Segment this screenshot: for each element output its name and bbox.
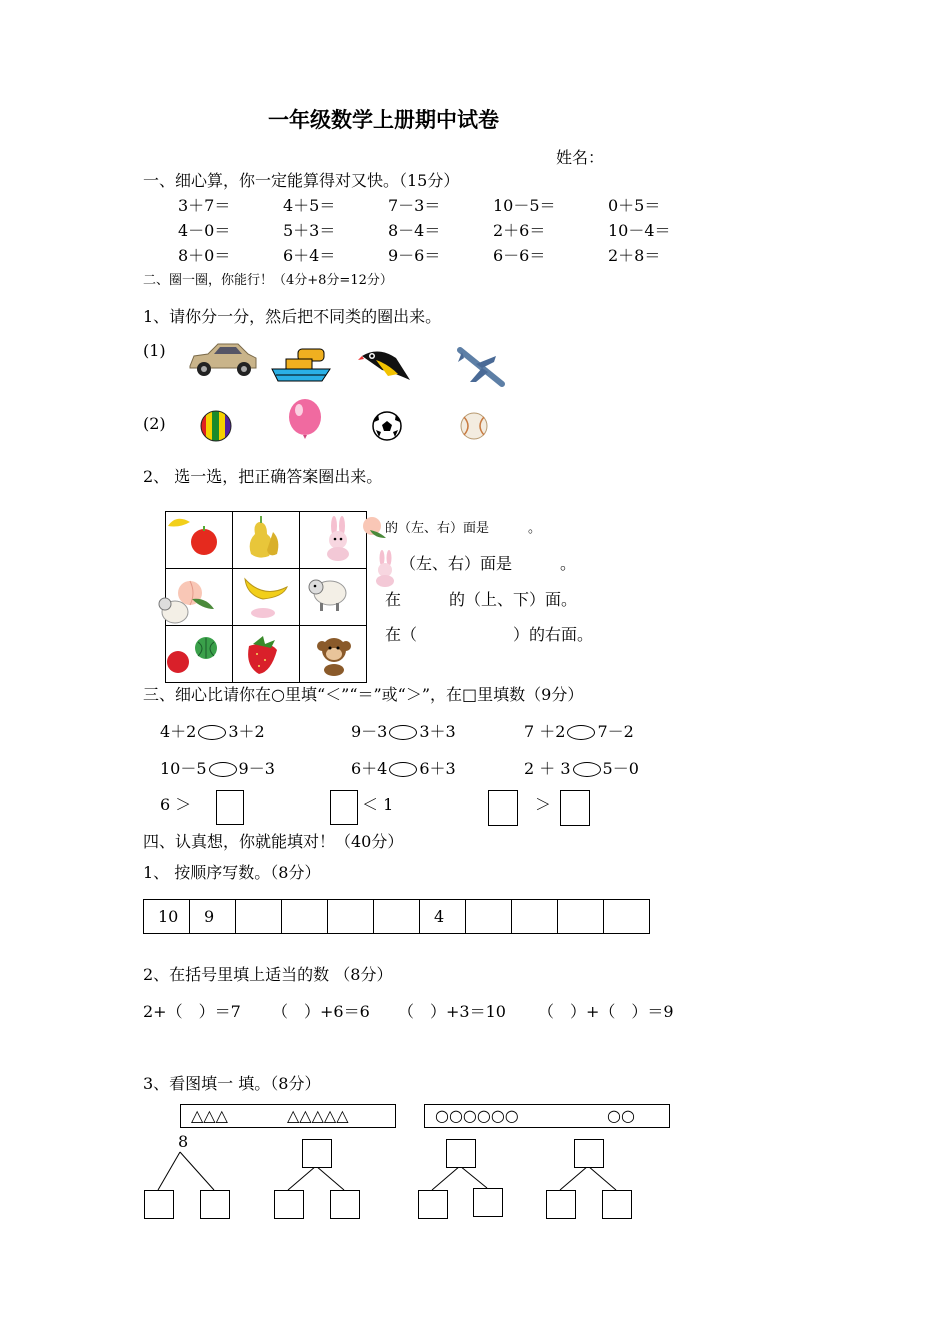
- choice-line-3: 在 的（上、下）面。: [385, 590, 578, 609]
- tree-top-box[interactable]: [302, 1139, 332, 1168]
- tree-branch-box[interactable]: [144, 1190, 174, 1219]
- compare-left: 10－5: [160, 759, 207, 778]
- name-label: 姓名：: [556, 148, 605, 167]
- tree-branch-box[interactable]: [602, 1190, 632, 1219]
- arith-item: 7－3＝: [388, 196, 441, 215]
- compare-right: 3＋3: [419, 722, 456, 741]
- arith-item: 9－6＝: [388, 246, 441, 265]
- arith-item: 5＋3＝: [283, 221, 336, 240]
- fill-item: （ ）+（ ）＝9: [538, 1002, 674, 1021]
- compare-right: 5－0: [602, 759, 639, 778]
- fill-item: 2+（ ）＝7: [143, 1002, 241, 1021]
- tree-branch-box[interactable]: [546, 1190, 576, 1219]
- compare-right: 3＋2: [228, 722, 265, 741]
- page-title: 一年级数学上册期中试卷: [268, 107, 499, 132]
- arith-item: 8＋0＝: [178, 246, 231, 265]
- tree-top-number: 8: [178, 1132, 189, 1151]
- compare-left: 7 ＋2: [524, 722, 566, 741]
- circles-left: ○○○○○○: [435, 1106, 519, 1125]
- tree-branch-box[interactable]: [200, 1190, 230, 1219]
- inequality-text: 6 ＞: [160, 795, 192, 814]
- arith-item: 10－4＝: [608, 221, 671, 240]
- choice-line-2: （左、右）面是 。: [400, 554, 577, 573]
- fill-item: （ ）+6＝6: [272, 1002, 370, 1021]
- section-1-heading: 一、细心算，你一定能算得对又快。（15分）: [143, 171, 460, 190]
- question-4-1: 1、 按顺序写数。（8分）: [143, 863, 321, 882]
- compare-right: 6＋3: [419, 759, 456, 778]
- sequence-cell[interactable]: 4: [420, 900, 466, 934]
- section-4-heading: 四、认真想，你就能填对！（40分）: [143, 832, 404, 851]
- arith-item: 6－6＝: [493, 246, 546, 265]
- question-4-3: 3、看图填一 填。（8分）: [143, 1074, 321, 1093]
- section-2-heading: 二、圈一圈，你能行！（4分+8分=12分）: [143, 273, 393, 288]
- arith-item: 4－0＝: [178, 221, 231, 240]
- sequence-cell[interactable]: 9: [190, 900, 236, 934]
- arith-item: 2＋8＝: [608, 246, 661, 265]
- arith-item: 4＋5＝: [283, 196, 336, 215]
- tree-branch-box[interactable]: [330, 1190, 360, 1219]
- arith-item: 8－4＝: [388, 221, 441, 240]
- triangles-left: △△△: [191, 1106, 228, 1125]
- row-2-label: (2): [143, 414, 166, 433]
- arith-item: 10－5＝: [493, 196, 556, 215]
- choice-line-4: 在（ ）的右面。: [385, 625, 594, 644]
- arith-item: 3＋7＝: [178, 196, 231, 215]
- compare-left: 6＋4: [351, 759, 388, 778]
- compare-left: 2 ＋ 3: [524, 759, 571, 778]
- question-4-2: 2、在括号里填上适当的数 （8分）: [143, 965, 393, 984]
- arith-item: 6＋4＝: [283, 246, 336, 265]
- inequality-text: ＜ 1: [362, 795, 394, 814]
- inequality-text: ＞: [535, 795, 552, 814]
- tree-top-box[interactable]: [446, 1139, 476, 1168]
- question-2-1: 1、请你分一分，然后把不同类的圈出来。: [143, 307, 442, 326]
- triangles-right: △△△△△: [287, 1106, 349, 1125]
- sequence-cell[interactable]: 10: [144, 900, 190, 934]
- tree-top-box[interactable]: [574, 1139, 604, 1168]
- choice-line-1: 的（左、右）面是 。: [385, 521, 542, 536]
- compare-left: 4＋2: [160, 722, 197, 741]
- question-2-2: 2、 选一选，把正确答案圈出来。: [143, 467, 383, 486]
- fill-item: （ ）+3＝10: [398, 1002, 506, 1021]
- tree-branch-box[interactable]: [473, 1188, 503, 1217]
- row-1-label: (1): [143, 341, 166, 360]
- tree-branch-box[interactable]: [418, 1190, 448, 1219]
- arith-item: 0＋5＝: [608, 196, 661, 215]
- arith-item: 2＋6＝: [493, 221, 546, 240]
- compare-right: 9－3: [238, 759, 275, 778]
- section-3-heading: 三、细心比请你在○里填“＜”“＝”或“＞”，在□里填数（9分）: [143, 685, 584, 704]
- tree-branch-box[interactable]: [274, 1190, 304, 1219]
- compare-right: 7－2: [597, 722, 634, 741]
- circles-right: ○○: [607, 1106, 635, 1125]
- compare-left: 9－3: [351, 722, 388, 741]
